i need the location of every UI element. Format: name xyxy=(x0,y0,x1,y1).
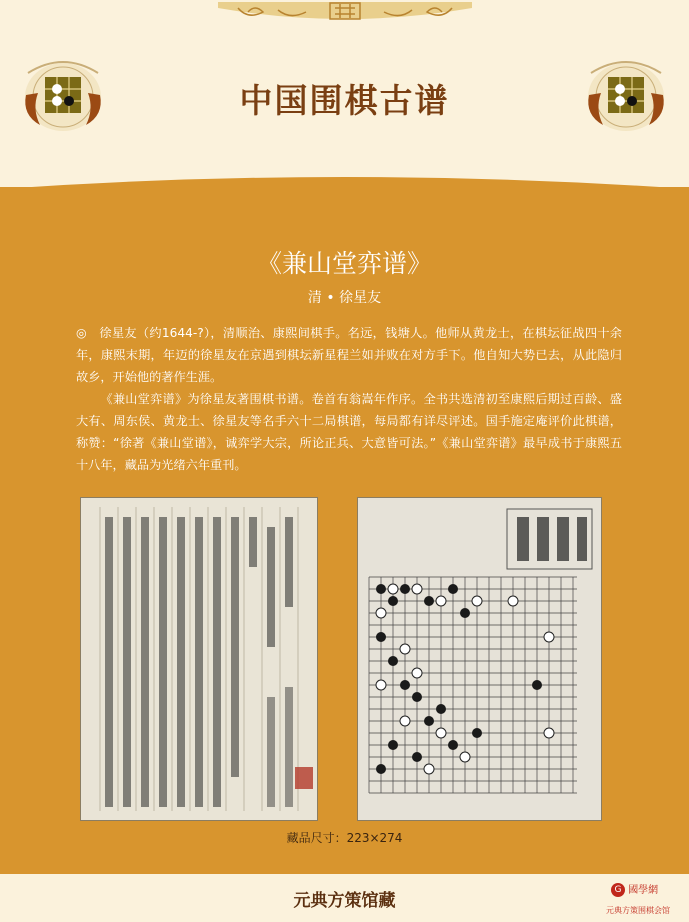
logo-subtitle: 元典方策围棋会馆 xyxy=(606,906,670,915)
description xyxy=(76,322,622,476)
site-logo xyxy=(611,881,658,897)
page-title: 中国围棋古谱 xyxy=(239,81,450,120)
book-title: 《兼山堂弈谱》 xyxy=(256,249,432,278)
description-paragraph: 《兼山堂弈谱》为徐星友著围棋书谱。卷首有翁嵩年作序。全书共选清初至康熙后期过百龄、盛大有、周东侯、黄龙士、徐星友等名手六十二局棋谱，每局都有详尽评述。国手施定庵评价此棋谱，称赞：“徐著《兼山堂谱》，诚弈学大宗，所论正兵、大意皆可法。”《兼山堂弈谱》最早成书于康熙五十八年，藏品为光绪六年重刊。 xyxy=(76,392,622,472)
preface-page-photo xyxy=(80,497,318,821)
logo-mark-icon: G xyxy=(611,883,625,897)
top-ornament xyxy=(218,0,472,26)
item-size-caption: 藏品尺寸：223×274 xyxy=(286,831,403,845)
book-author: 清 • 徐星友 xyxy=(307,290,382,306)
description-paragraph: ◎ 徐星友（约1644-?），清顺治、康熙间棋手。名远，钱塘人。他师从黄龙士，在棋坛征战四十余年，康熙末期，年迈的徐星友在京遇到棋坛新星程兰如并败在对方手下。他自知大势已去，从此隐归故乡，开始他的著作生涯。 xyxy=(76,326,622,384)
game-record-page-photo xyxy=(357,497,602,821)
logo-text: 國學網 xyxy=(628,885,659,896)
footer-title: 元典方策馆藏 xyxy=(293,891,396,911)
